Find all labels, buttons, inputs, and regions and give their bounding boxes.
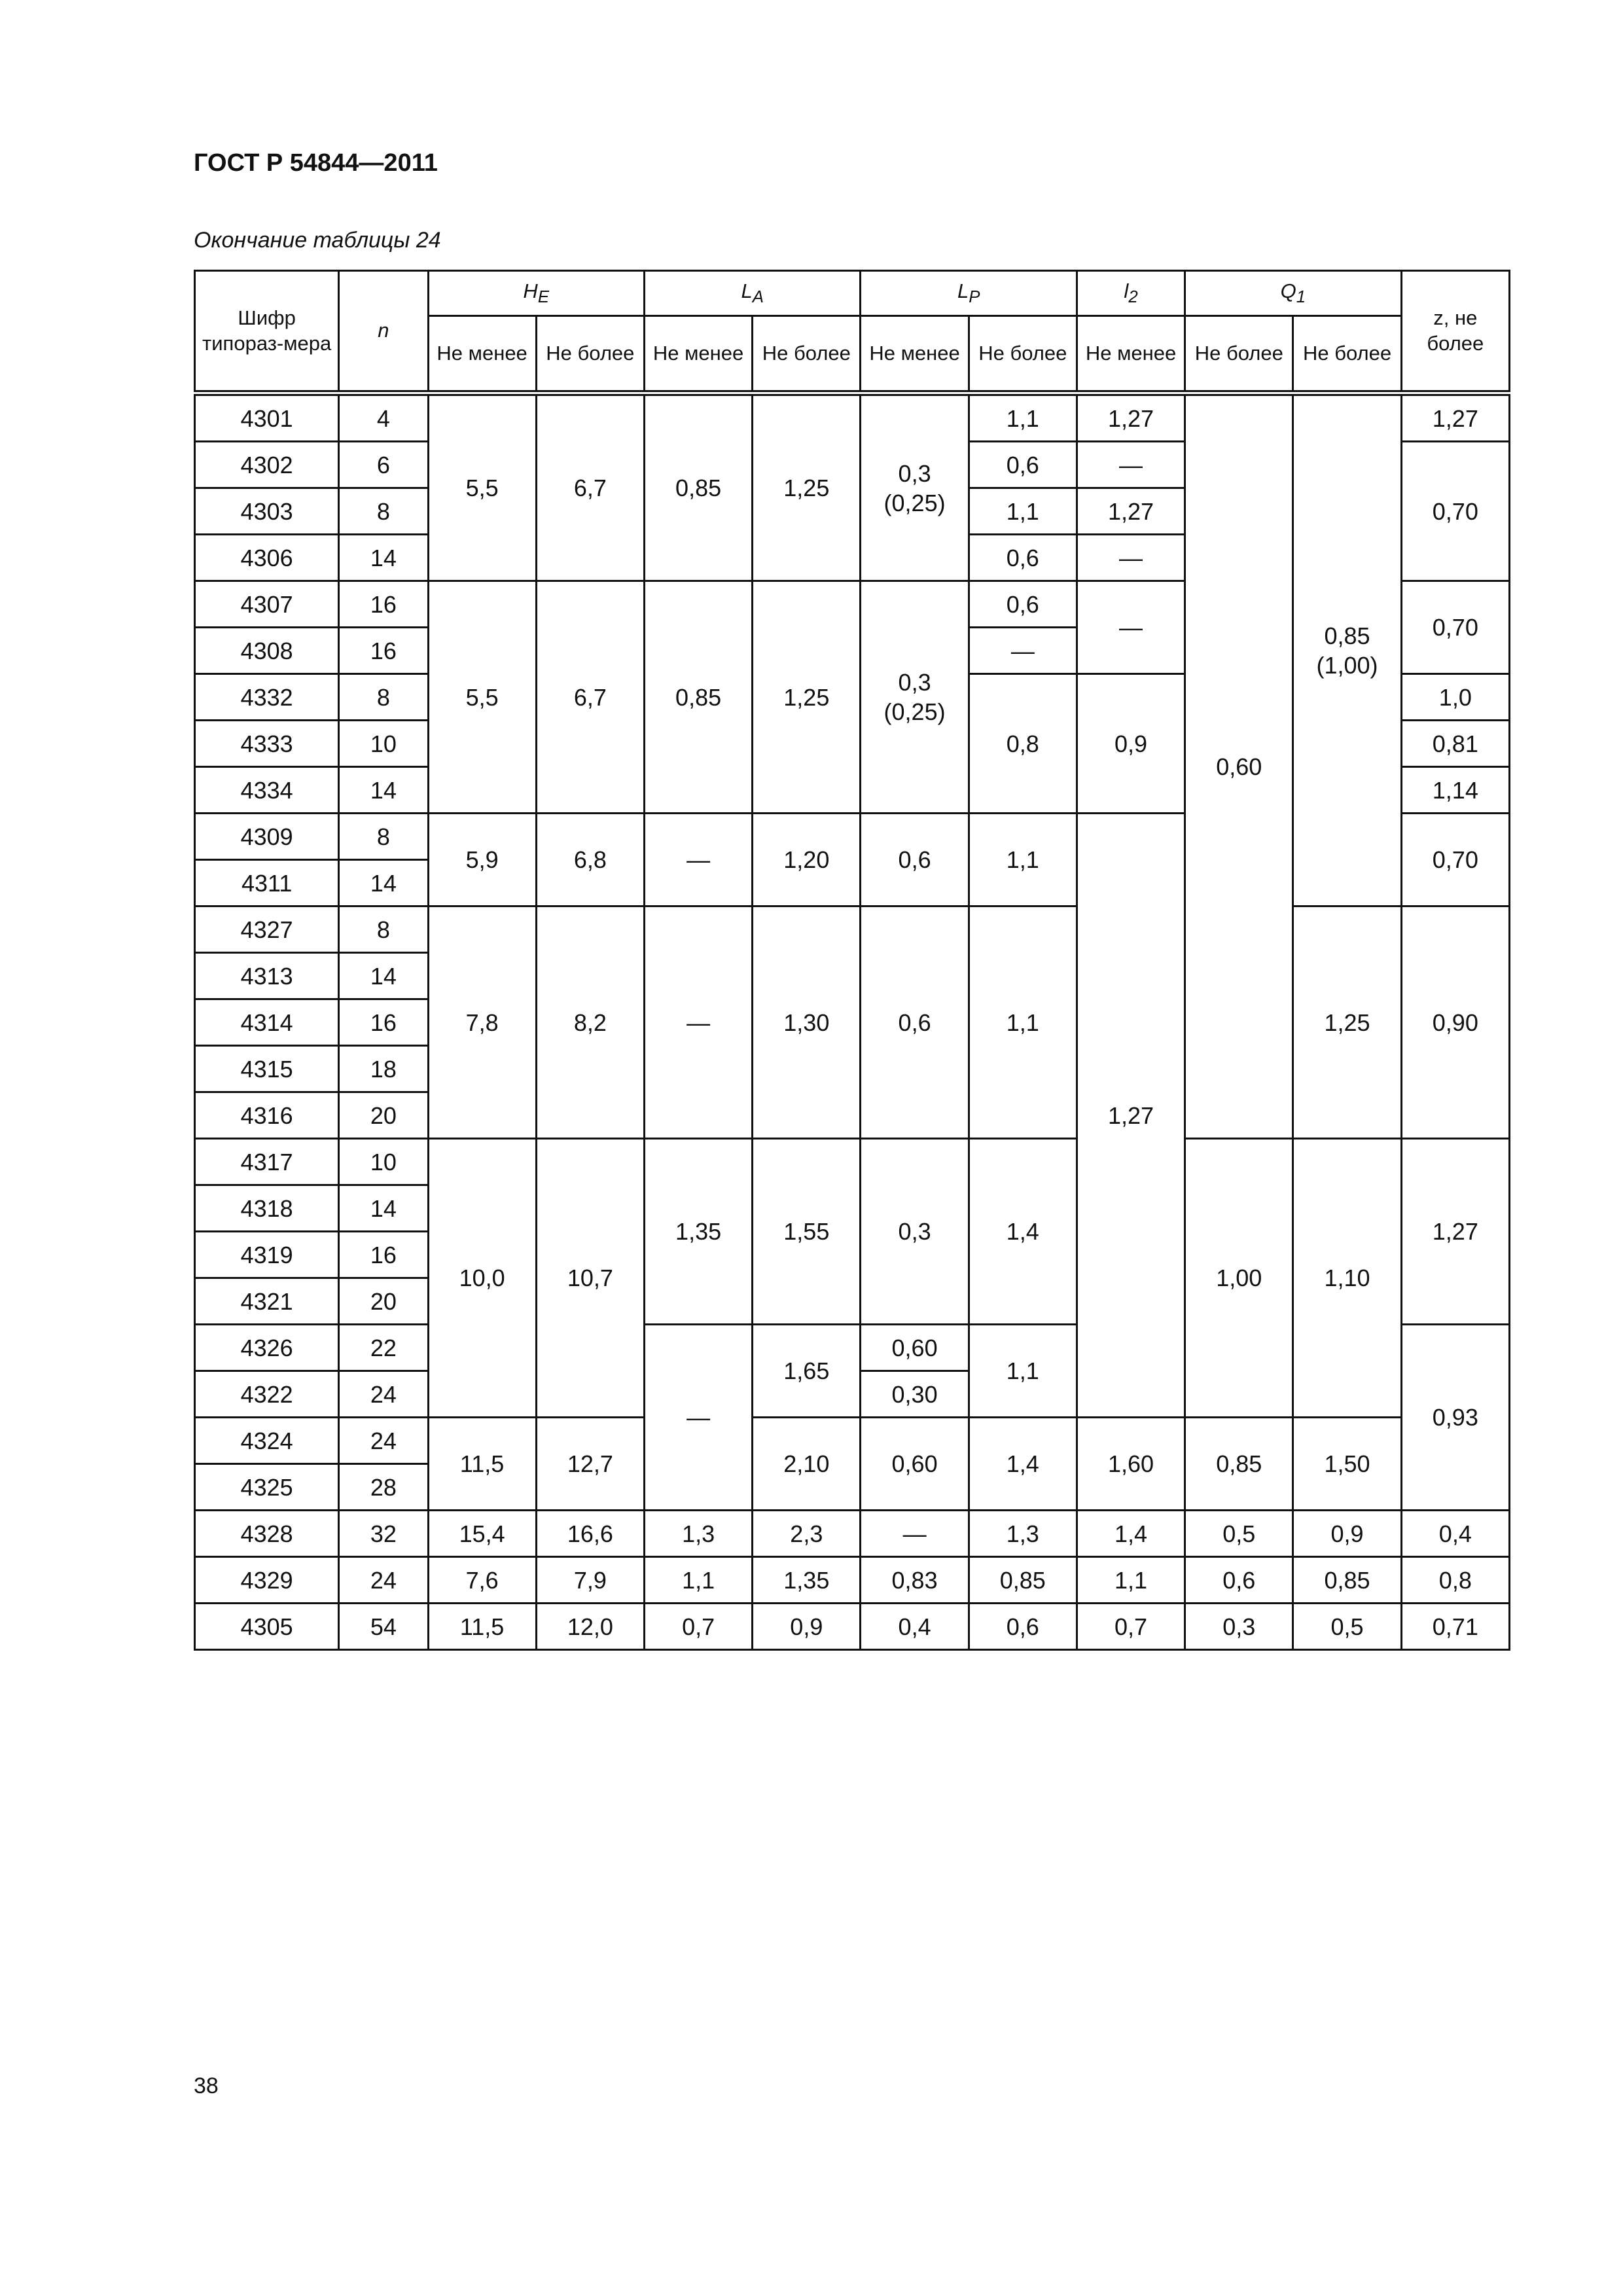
cell-code: 4333 [195,721,339,767]
data-table [194,270,1510,1651]
header-la [644,271,860,316]
cell-lp-min: — [861,1511,969,1557]
header-q1 [1185,271,1401,316]
cell-code: 4334 [195,767,339,814]
table-row [195,1604,1510,1650]
header-lp-max: Не более [969,316,1077,393]
cell-code: 4309 [195,814,339,860]
cell-lp-max: 1,1 [969,393,1077,442]
cell-la-max: 2,3 [753,1511,861,1557]
header-he-subscript: E [537,287,550,306]
cell-q1-max: 1,25 [1293,906,1401,1139]
cell-la-max: 2,10 [753,1418,861,1511]
header-he-min: Не менее [428,316,536,393]
cell-he-max: 10,7 [536,1139,644,1418]
page-number: 38 [194,2073,219,2098]
cell-la-min: — [644,1325,752,1511]
cell-he-min: 5,5 [428,581,536,814]
table-row [195,393,1510,442]
cell-q1-max: 1,10 [1293,1139,1401,1418]
cell-code: 4317 [195,1139,339,1185]
cell-lp-min: 0,83 [861,1557,969,1604]
table-row [195,1511,1510,1557]
cell-code: 4321 [195,1278,339,1325]
cell-n: 24 [339,1371,428,1418]
cell-q1-min: 0,3 [1185,1604,1293,1650]
cell-code: 4306 [195,535,339,581]
cell-lp-min: 0,60 [861,1325,969,1371]
table-row [195,1418,1510,1464]
header-la-symbol: L [741,279,753,302]
cell-q1-min: 0,85 [1185,1418,1293,1511]
cell-n: 28 [339,1464,428,1511]
cell-n: 14 [339,860,428,906]
cell-lp-max: 1,4 [969,1418,1077,1511]
cell-he-max: 12,0 [536,1604,644,1650]
cell-lp-max: 1,1 [969,814,1077,906]
cell-z: 1,0 [1401,674,1509,721]
cell-he-max: 7,9 [536,1557,644,1604]
cell-q1-max: 0,5 [1293,1604,1401,1650]
cell-code: 4322 [195,1371,339,1418]
header-q1-symbol: Q [1280,279,1296,302]
cell-q1-min: 0,5 [1185,1511,1293,1557]
cell-q1-min: 1,00 [1185,1139,1293,1418]
cell-he-min: 11,5 [428,1418,536,1511]
cell-n: 8 [339,814,428,860]
cell-l2: 0,9 [1077,674,1185,814]
cell-lp-max: 1,1 [969,1325,1077,1418]
cell-z: 0,70 [1401,581,1509,674]
header-he [428,271,644,316]
cell-code: 4325 [195,1464,339,1511]
cell-code: 4301 [195,393,339,442]
header-he-symbol: H [523,279,538,302]
cell-l2: 1,1 [1077,1557,1185,1604]
header-l2-symbol: l [1124,279,1129,302]
cell-n: 6 [339,442,428,488]
cell-n: 24 [339,1418,428,1464]
cell-lp-max: 0,6 [969,535,1077,581]
header-z: z, не более [1401,271,1509,393]
cell-la-min: 0,85 [644,393,752,581]
cell-lp-min: 0,4 [861,1604,969,1650]
header-la-subscript: A [752,287,764,306]
header-la-max: Не более [753,316,861,393]
cell-la-max: 1,20 [753,814,861,906]
cell-he-max: 6,7 [536,393,644,581]
cell-code: 4302 [195,442,339,488]
cell-code: 4315 [195,1046,339,1092]
cell-n: 4 [339,393,428,442]
header-l2-subscript: 2 [1128,287,1138,306]
cell-lp-min: 0,60 [861,1418,969,1511]
cell-q1-min: 0,60 [1185,393,1293,1139]
cell-lp-max: 0,85 [969,1557,1077,1604]
cell-code: 4319 [195,1232,339,1278]
cell-he-min: 7,8 [428,906,536,1139]
cell-lp-max: 0,6 [969,1604,1077,1650]
cell-z: 0,71 [1401,1604,1509,1650]
cell-z: 0,4 [1401,1511,1509,1557]
cell-n: 22 [339,1325,428,1371]
cell-n: 14 [339,1185,428,1232]
cell-code: 4326 [195,1325,339,1371]
header-q1-min: Не более [1185,316,1293,393]
cell-he-min: 7,6 [428,1557,536,1604]
cell-lp-min: 0,3 [861,1139,969,1325]
table-body [195,393,1510,1650]
cell-l2: 1,27 [1077,488,1185,535]
cell-la-max: 1,35 [753,1557,861,1604]
cell-he-max: 12,7 [536,1418,644,1511]
cell-n: 14 [339,767,428,814]
cell-n: 18 [339,1046,428,1092]
cell-lp-min: 0,3 (0,25) [861,393,969,581]
cell-code: 4316 [195,1092,339,1139]
table-row [195,906,1510,953]
cell-l2: — [1077,535,1185,581]
cell-lp-max: 1,1 [969,906,1077,1139]
cell-z: 0,93 [1401,1325,1509,1511]
table-head [195,271,1510,393]
cell-n: 10 [339,1139,428,1185]
header-la-min: Не менее [644,316,752,393]
cell-z: 0,8 [1401,1557,1509,1604]
cell-z: 0,70 [1401,814,1509,906]
cell-q1-min: 0,6 [1185,1557,1293,1604]
header-n: n [339,271,428,393]
cell-lp-min: 0,6 [861,906,969,1139]
cell-n: 16 [339,581,428,628]
cell-he-min: 5,9 [428,814,536,906]
cell-z: 0,70 [1401,442,1509,581]
cell-n: 32 [339,1511,428,1557]
cell-la-max: 1,65 [753,1325,861,1418]
cell-code: 4313 [195,953,339,999]
cell-n: 10 [339,721,428,767]
cell-l2: 1,60 [1077,1418,1185,1511]
cell-la-min: 0,7 [644,1604,752,1650]
cell-code: 4332 [195,674,339,721]
cell-lp-max: — [969,628,1077,674]
cell-la-max: 1,30 [753,906,861,1139]
table-row [195,1139,1510,1185]
document-header: ГОСТ Р 54844—2011 [194,149,438,177]
cell-l2: — [1077,442,1185,488]
cell-z: 1,27 [1401,393,1509,442]
header-l2 [1077,271,1185,316]
cell-z: 1,14 [1401,767,1509,814]
cell-la-min: — [644,814,752,906]
cell-code: 4308 [195,628,339,674]
cell-n: 8 [339,674,428,721]
cell-lp-max: 1,4 [969,1139,1077,1325]
header-lp-subscript: P [969,287,980,306]
cell-lp-max: 0,8 [969,674,1077,814]
cell-l2: 1,27 [1077,814,1185,1418]
table-caption: Окончание таблицы 24 [194,228,441,253]
cell-n: 14 [339,535,428,581]
cell-he-max: 8,2 [536,906,644,1139]
cell-q1-max: 1,50 [1293,1418,1401,1511]
cell-n: 20 [339,1092,428,1139]
cell-lp-max: 0,6 [969,442,1077,488]
cell-he-max: 6,7 [536,581,644,814]
cell-code: 4305 [195,1604,339,1650]
cell-l2: — [1077,581,1185,674]
cell-n: 20 [339,1278,428,1325]
cell-code: 4328 [195,1511,339,1557]
cell-n: 54 [339,1604,428,1650]
cell-lp-max: 1,3 [969,1511,1077,1557]
cell-la-max: 1,25 [753,581,861,814]
cell-n: 8 [339,906,428,953]
header-code: Шифр типораз-мера [195,271,339,393]
cell-code: 4327 [195,906,339,953]
header-lp-symbol: L [957,279,969,302]
cell-code: 4311 [195,860,339,906]
header-he-max: Не более [536,316,644,393]
cell-lp-min: 0,30 [861,1371,969,1418]
cell-n: 16 [339,628,428,674]
cell-n: 16 [339,999,428,1046]
cell-he-min: 10,0 [428,1139,536,1418]
cell-n: 16 [339,1232,428,1278]
header-lp [861,271,1077,316]
header-q1-subscript: 1 [1296,287,1306,306]
header-q1-max: Не более [1293,316,1401,393]
cell-z: 0,81 [1401,721,1509,767]
cell-lp-max: 1,1 [969,488,1077,535]
header-l2-min: Не менее [1077,316,1185,393]
cell-code: 4329 [195,1557,339,1604]
cell-he-min: 11,5 [428,1604,536,1650]
cell-q1-max: 0,85 [1293,1557,1401,1604]
cell-code: 4318 [195,1185,339,1232]
cell-q1-max: 0,9 [1293,1511,1401,1557]
cell-he-max: 16,6 [536,1511,644,1557]
cell-n: 24 [339,1557,428,1604]
cell-he-min: 5,5 [428,393,536,581]
cell-l2: 1,4 [1077,1511,1185,1557]
cell-z: 1,27 [1401,1139,1509,1325]
cell-he-min: 15,4 [428,1511,536,1557]
cell-code: 4303 [195,488,339,535]
cell-la-min: — [644,906,752,1139]
cell-z: 0,90 [1401,906,1509,1139]
cell-q1-max: 0,85 (1,00) [1293,393,1401,906]
cell-la-max: 0,9 [753,1604,861,1650]
table-row [195,1557,1510,1604]
cell-lp-min: 0,3 (0,25) [861,581,969,814]
cell-code: 4307 [195,581,339,628]
cell-code: 4324 [195,1418,339,1464]
cell-lp-max: 0,6 [969,581,1077,628]
cell-code: 4314 [195,999,339,1046]
cell-lp-min: 0,6 [861,814,969,906]
header-lp-min: Не менее [861,316,969,393]
cell-l2: 1,27 [1077,393,1185,442]
cell-he-max: 6,8 [536,814,644,906]
cell-la-min: 1,1 [644,1557,752,1604]
cell-n: 14 [339,953,428,999]
cell-la-max: 1,25 [753,393,861,581]
cell-n: 8 [339,488,428,535]
cell-l2: 0,7 [1077,1604,1185,1650]
cell-la-min: 1,3 [644,1511,752,1557]
cell-la-min: 1,35 [644,1139,752,1325]
cell-la-min: 0,85 [644,581,752,814]
cell-la-max: 1,55 [753,1139,861,1325]
